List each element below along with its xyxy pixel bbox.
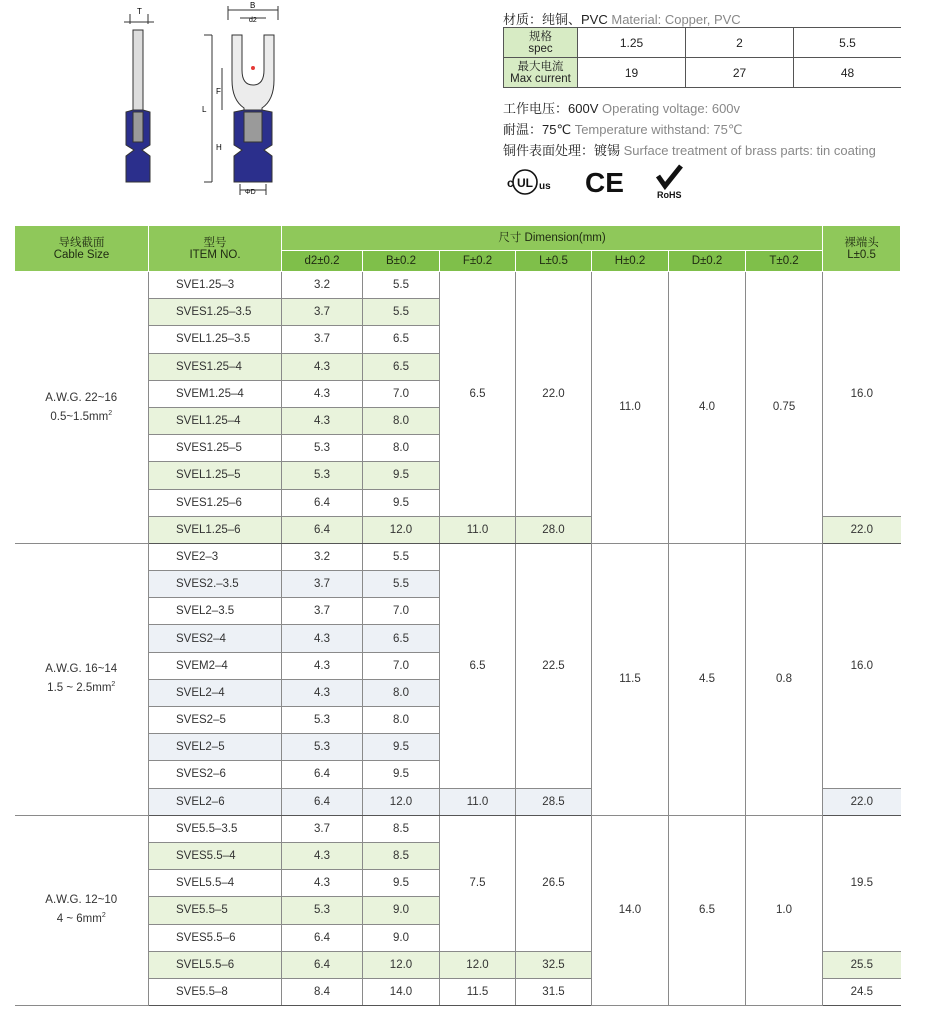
d2-cell: 3.7 xyxy=(282,326,363,353)
dim-l-label: L xyxy=(202,105,207,114)
awg-text: A.W.G. 12~10 xyxy=(45,894,118,907)
b-cell: 12.0 xyxy=(363,951,440,978)
l-cell: 32.5 xyxy=(516,951,592,978)
d2-cell: 5.3 xyxy=(282,707,363,734)
d2-cell: 5.3 xyxy=(282,897,363,924)
h-cell: 14.0 xyxy=(592,815,669,1005)
bare-l-cell: 22.0 xyxy=(823,516,901,543)
b-cell: 9.5 xyxy=(363,734,440,761)
l-cell: 22.0 xyxy=(516,272,592,517)
b-cell: 9.0 xyxy=(363,924,440,951)
surface-line xyxy=(503,140,876,159)
f-cell: 12.0 xyxy=(440,951,516,978)
d-cell: 6.5 xyxy=(669,815,746,1005)
f-cell: 6.5 xyxy=(440,272,516,517)
d2-cell: 3.2 xyxy=(282,272,363,299)
item-no-cell: SVES1.25–3.5 xyxy=(149,299,282,326)
d2-cell: 6.4 xyxy=(282,951,363,978)
svg-text:UL: UL xyxy=(517,176,533,190)
b-cell: 8.5 xyxy=(363,815,440,842)
surface-en: Surface treatment of brass parts: tin coating xyxy=(623,143,876,158)
b-cell: 8.0 xyxy=(363,707,440,734)
spec-value: 5.5 xyxy=(794,28,902,58)
current-value: 27 xyxy=(686,58,794,88)
d2-cell: 4.3 xyxy=(282,407,363,434)
b-cell: 9.5 xyxy=(363,462,440,489)
d2-cell: 3.7 xyxy=(282,598,363,625)
certification-marks xyxy=(503,162,703,202)
side-view xyxy=(124,14,154,182)
d2-cell: 6.4 xyxy=(282,788,363,815)
d2-cell: 8.4 xyxy=(282,978,363,1005)
d2-cell: 3.7 xyxy=(282,571,363,598)
item-no-cell: SVES1.25–5 xyxy=(149,435,282,462)
d2-cell: 3.7 xyxy=(282,815,363,842)
dimension-table xyxy=(14,225,901,1006)
center-mark xyxy=(251,66,255,70)
cable-size-cell: A.W.G. 16~14 1.5 ~ $2.5mm^2$ xyxy=(15,543,149,815)
b-cell: 6.5 xyxy=(363,353,440,380)
b-cell: 8.0 xyxy=(363,679,440,706)
temperature-line xyxy=(503,119,742,138)
d2-cell: 5.3 xyxy=(282,435,363,462)
spec-value: 2 xyxy=(686,28,794,58)
b-cell: 14.0 xyxy=(363,978,440,1005)
b-cell: 7.0 xyxy=(363,380,440,407)
item-no-cell: SVE5.5–3.5 xyxy=(149,815,282,842)
current-value: 48 xyxy=(794,58,902,88)
spec-value: 1.25 xyxy=(578,28,686,58)
item-no-cell: SVES5.5–4 xyxy=(149,842,282,869)
bare-l-cell: 24.5 xyxy=(823,978,901,1005)
item-no-cell: SVE1.25–3 xyxy=(149,272,282,299)
material-line xyxy=(503,9,741,28)
h-cell: 11.0 xyxy=(592,272,669,544)
header-f: F±0.2 xyxy=(440,251,516,272)
h-cell: 11.5 xyxy=(592,543,669,815)
bare-l-cell: 19.5 xyxy=(823,815,901,951)
d2-cell: 6.4 xyxy=(282,489,363,516)
b-cell: 6.5 xyxy=(363,326,440,353)
rohs-mark-icon xyxy=(657,166,682,200)
item-no-cell: SVEL5.5–4 xyxy=(149,870,282,897)
d2-cell: 4.3 xyxy=(282,652,363,679)
f-cell: 11.0 xyxy=(440,788,516,815)
l-cell: 28.5 xyxy=(516,788,592,815)
d2-cell: 3.7 xyxy=(282,299,363,326)
header-bare-l: 裸端头 L±0.5 xyxy=(823,226,901,272)
d2-cell: 6.4 xyxy=(282,924,363,951)
item-no-cell: SVEL2–3.5 xyxy=(149,598,282,625)
item-no-cell: SVE5.5–5 xyxy=(149,897,282,924)
header-b: B±0.2 xyxy=(363,251,440,272)
svg-text:RoHS: RoHS xyxy=(657,190,682,200)
l-cell: 22.5 xyxy=(516,543,592,788)
b-cell: 5.5 xyxy=(363,299,440,326)
l-cell: 26.5 xyxy=(516,815,592,951)
material-cn: 材质：纯铜、PVC xyxy=(503,12,608,27)
front-view xyxy=(204,6,278,195)
item-no-cell: SVEL2–6 xyxy=(149,788,282,815)
bare-l-cell: 16.0 xyxy=(823,543,901,788)
header-dimension: 尺寸 Dimension(mm) xyxy=(282,226,823,251)
t-cell: 0.75 xyxy=(746,272,823,544)
l-cell: 28.0 xyxy=(516,516,592,543)
b-cell: 6.5 xyxy=(363,625,440,652)
temperature-en: Temperature withstand: 75℃ xyxy=(574,122,743,137)
b-cell: 9.5 xyxy=(363,489,440,516)
d2-cell: 4.3 xyxy=(282,380,363,407)
dim-d2-label: d2 xyxy=(249,17,257,24)
d-cell: 4.0 xyxy=(669,272,746,544)
terminal-drawing xyxy=(100,0,300,200)
item-no-cell: SVEL1.25–6 xyxy=(149,516,282,543)
l-cell: 31.5 xyxy=(516,978,592,1005)
d2-cell: 5.3 xyxy=(282,734,363,761)
table-row xyxy=(15,815,901,842)
mm-text: 1.5 ~ 2.5mm xyxy=(47,682,112,695)
d2-cell: 6.4 xyxy=(282,761,363,788)
ul-mark-icon xyxy=(507,170,551,194)
header-d: D±0.2 xyxy=(669,251,746,272)
temperature-cn: 耐温：75℃ xyxy=(503,122,572,137)
d2-cell: 4.3 xyxy=(282,679,363,706)
b-cell: 9.0 xyxy=(363,897,440,924)
b-cell: 7.0 xyxy=(363,652,440,679)
item-no-cell: SVEL1.25–4 xyxy=(149,407,282,434)
item-no-cell: SVEL2–4 xyxy=(149,679,282,706)
item-no-cell: SVEM2–4 xyxy=(149,652,282,679)
d2-cell: 3.2 xyxy=(282,543,363,570)
cable-size-cell: A.W.G. 22~16 $0.5\sim 1.5mm^2$ xyxy=(15,272,149,544)
bare-l-cell: 25.5 xyxy=(823,951,901,978)
voltage-line xyxy=(503,98,740,117)
material-en: Material: Copper, PVC xyxy=(611,12,741,27)
surface-cn: 铜件表面处理：镀锡 xyxy=(503,143,621,158)
header-h: H±0.2 xyxy=(592,251,669,272)
b-cell: 5.5 xyxy=(363,272,440,299)
table-row xyxy=(15,543,901,570)
d2-cell: 4.3 xyxy=(282,625,363,652)
item-no-cell: SVEL5.5–6 xyxy=(149,951,282,978)
d-cell: 4.5 xyxy=(669,543,746,815)
f-cell: 7.5 xyxy=(440,815,516,951)
bare-l-cell: 22.0 xyxy=(823,788,901,815)
t-cell: 0.8 xyxy=(746,543,823,815)
current-label: 最大电流 Max current xyxy=(504,58,578,88)
item-no-cell: SVES1.25–4 xyxy=(149,353,282,380)
d2-cell: 4.3 xyxy=(282,842,363,869)
b-cell: 12.0 xyxy=(363,516,440,543)
voltage-en: Operating voltage: 600v xyxy=(602,101,741,116)
dim-h-label: H xyxy=(216,143,222,152)
voltage-cn: 工作电压：600V xyxy=(503,101,599,116)
ce-mark-icon: CE xyxy=(585,167,624,198)
header-l: L±0.5 xyxy=(516,251,592,272)
item-no-cell: SVE2–3 xyxy=(149,543,282,570)
item-no-cell: SVES2.–3.5 xyxy=(149,571,282,598)
d2-cell: 5.3 xyxy=(282,462,363,489)
header-t: T±0.2 xyxy=(746,251,823,272)
b-cell: 12.0 xyxy=(363,788,440,815)
item-no-cell: SVES2–6 xyxy=(149,761,282,788)
dim-t-label: T xyxy=(137,7,142,16)
spec-table xyxy=(503,27,901,88)
b-cell: 8.0 xyxy=(363,407,440,434)
b-cell: 8.5 xyxy=(363,842,440,869)
header-item-no: 型号 ITEM NO. xyxy=(149,226,282,272)
dim-d-label: ΦD xyxy=(245,189,256,196)
awg-text: A.W.G. 22~16 xyxy=(45,391,118,404)
b-cell: 9.5 xyxy=(363,761,440,788)
header-cable-size: 导线截面 Cable Size xyxy=(15,226,149,272)
cable-size-cell: A.W.G. 12~10 4 ~ $6mm^2$ xyxy=(15,815,149,1005)
mm-text: 0.5~1.5mm xyxy=(50,410,109,423)
item-no-cell: SVEL1.25–5 xyxy=(149,462,282,489)
item-no-cell: SVES2–4 xyxy=(149,625,282,652)
b-cell: 8.0 xyxy=(363,435,440,462)
d2-cell: 4.3 xyxy=(282,353,363,380)
d2-cell: 6.4 xyxy=(282,516,363,543)
header-d2: d2±0.2 xyxy=(282,251,363,272)
svg-text:c: c xyxy=(507,176,514,190)
item-no-cell: SVES1.25–6 xyxy=(149,489,282,516)
f-cell: 6.5 xyxy=(440,543,516,788)
spec-label: 规格 spec xyxy=(504,28,578,58)
item-no-cell: SVEM1.25–4 xyxy=(149,380,282,407)
item-no-cell: SVE5.5–8 xyxy=(149,978,282,1005)
svg-text:us: us xyxy=(539,181,551,192)
b-cell: 5.5 xyxy=(363,543,440,570)
bare-l-cell: 16.0 xyxy=(823,272,901,517)
b-cell: 9.5 xyxy=(363,870,440,897)
item-no-cell: SVEL1.25–3.5 xyxy=(149,326,282,353)
dim-f-label: F xyxy=(216,87,221,96)
item-no-cell: SVES2–5 xyxy=(149,707,282,734)
f-cell: 11.5 xyxy=(440,978,516,1005)
b-cell: 7.0 xyxy=(363,598,440,625)
current-value: 19 xyxy=(578,58,686,88)
table-row xyxy=(15,272,901,299)
b-cell: 5.5 xyxy=(363,571,440,598)
table-body xyxy=(15,272,901,1006)
awg-text: A.W.G. 16~14 xyxy=(45,663,118,676)
t-cell: 1.0 xyxy=(746,815,823,1005)
item-no-cell: SVES5.5–6 xyxy=(149,924,282,951)
dim-b-label: B xyxy=(250,1,256,10)
f-cell: 11.0 xyxy=(440,516,516,543)
d2-cell: 4.3 xyxy=(282,870,363,897)
mm-text: 4 ~ 6mm xyxy=(56,913,102,926)
item-no-cell: SVEL2–5 xyxy=(149,734,282,761)
